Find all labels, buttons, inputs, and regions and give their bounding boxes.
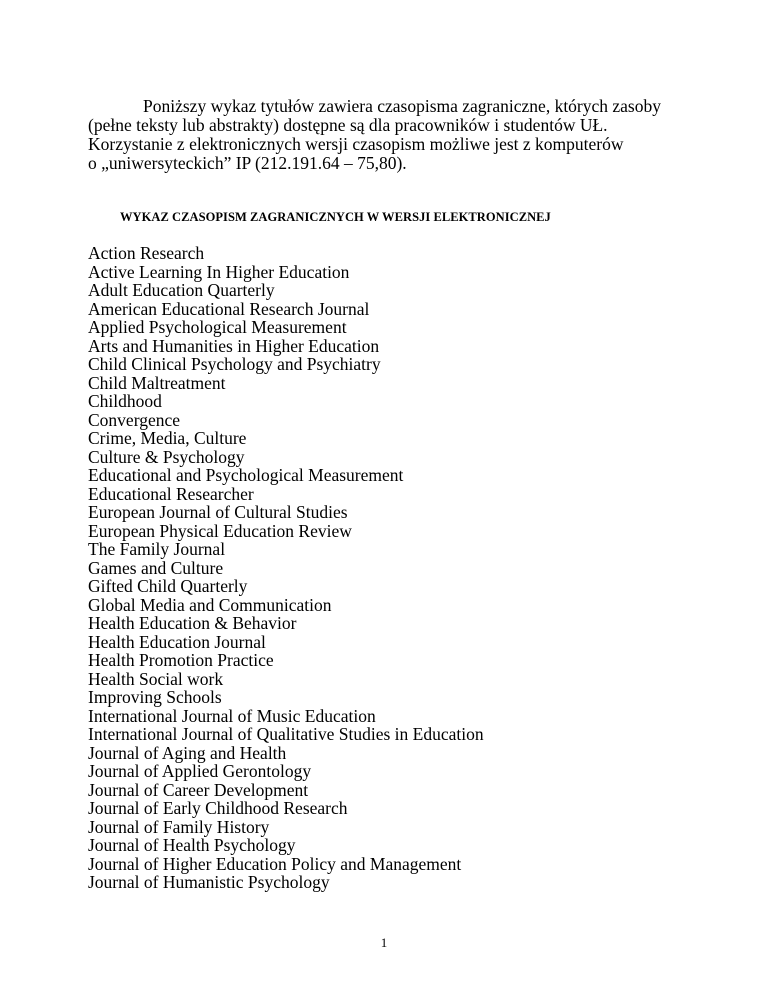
intro-line: (pełne teksty lub abstrakty) dostępne są dla pracowników i studentów UŁ.: [88, 115, 608, 135]
journal-list-item: Child Clinical Psychology and Psychiatry: [88, 354, 381, 374]
journal-list-item: Journal of Aging and Health: [88, 742, 287, 763]
journal-list-item: Journal of Early Childhood Research: [88, 798, 348, 818]
journal-list-item: Arts and Humanities in Higher Education: [88, 335, 380, 356]
journal-list-item: Applied Psychological Measurement: [88, 317, 347, 337]
journal-list-item: Games and Culture: [88, 557, 224, 578]
journal-list-item: American Educational Research Journal: [88, 298, 370, 319]
journal-list-item: Educational and Psychological Measurement: [88, 465, 404, 485]
journal-list-item: Gifted Child Quarterly: [88, 576, 248, 596]
journal-list-item: Journal of Higher Education Policy and Management: [88, 853, 462, 874]
journal-list-item: Adult Education Quarterly: [88, 280, 275, 300]
journal-list-item: Journal of Family History: [88, 816, 270, 837]
journal-list-item: Journal of Applied Gerontology: [88, 761, 312, 781]
journal-list-item: Convergence: [88, 409, 181, 430]
journal-list-item: Child Maltreatment: [88, 372, 226, 393]
journal-list-item: European Physical Education Review: [88, 520, 352, 541]
intro-line: Poniższy wykaz tytułów zawiera czasopisma zagraniczne, których zasoby: [143, 96, 661, 116]
journal-list-item: Journal of Humanistic Psychology: [88, 872, 330, 892]
journal-list-item: Health Promotion Practice: [88, 650, 274, 670]
journal-list-item: The Family Journal: [88, 539, 226, 559]
intro-paragraph: [88, 97, 728, 173]
intro-line: o „uniwersyteckich” IP (212.191.64 – 75,80).: [88, 153, 407, 173]
journal-list-item: Childhood: [88, 391, 162, 411]
intro-line: Korzystanie z elektronicznych wersji czasopism możliwe jest z komputerów: [88, 134, 624, 154]
journal-list-item: International Journal of Music Education: [88, 705, 376, 726]
journal-list-item: Journal of Career Development: [88, 779, 309, 800]
journal-list: [88, 244, 484, 892]
journal-list-item: European Journal of Cultural Studies: [88, 502, 348, 522]
journal-list-item: Active Learning In Higher Education: [88, 261, 350, 282]
journal-list-item: Health Education Journal: [88, 631, 266, 652]
page-number: 1: [380, 935, 388, 950]
journal-list-item: Health Social work: [88, 668, 224, 689]
journal-list-item: Culture & Psychology: [88, 446, 245, 467]
list-heading: WYKAZ CZASOPISM ZAGRANICZNYCH W WERSJI ELEKTRONICZNEJ: [120, 210, 551, 224]
journal-list-item: Educational Researcher: [88, 483, 254, 504]
journal-list-item: Health Education & Behavior: [88, 613, 297, 633]
journal-list-item: Journal of Health Psychology: [88, 835, 296, 855]
journal-list-item: Improving Schools: [88, 687, 222, 707]
journal-list-item: International Journal of Qualitative Studies in Education: [88, 724, 484, 744]
journal-list-item: Action Research: [88, 243, 205, 263]
journal-list-item: Crime, Media, Culture: [88, 428, 247, 448]
journal-list-item: Global Media and Communication: [88, 594, 332, 615]
